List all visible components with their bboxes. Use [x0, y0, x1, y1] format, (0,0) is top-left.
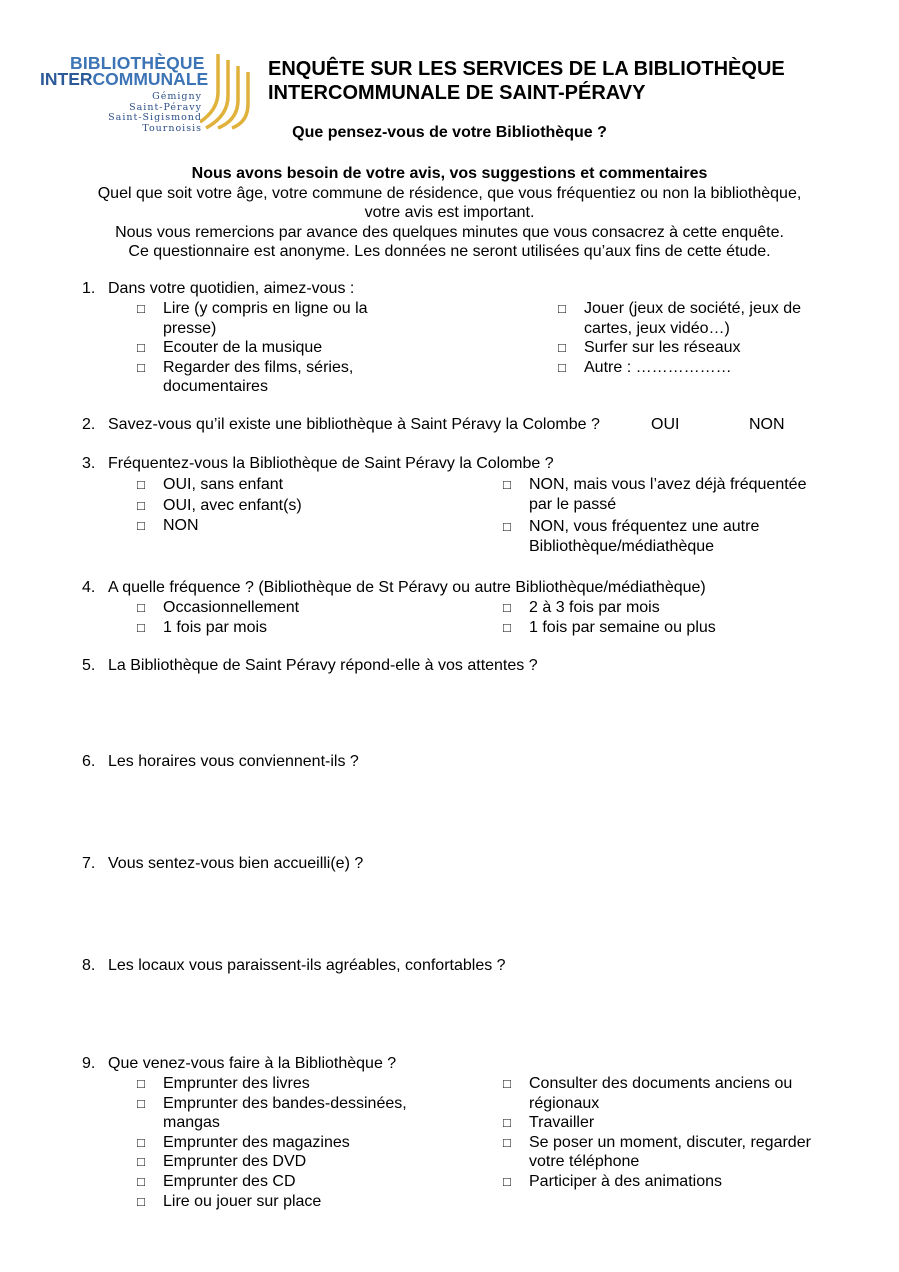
option-label: Participer à des animations — [529, 1172, 722, 1190]
question-number: 6. — [82, 753, 96, 770]
question-text: Que venez-vous faire à la Bibliothèque ? — [108, 1055, 397, 1072]
checkbox-icon[interactable]: □ — [137, 518, 145, 534]
checkbox-option[interactable] — [503, 1172, 827, 1192]
title-line: ENQUÊTE SUR LES SERVICES DE LA BIBLIOTHÈQUE — [268, 58, 785, 80]
logo-line2 — [40, 70, 208, 90]
checkbox-icon[interactable]: □ — [503, 1134, 511, 1150]
question-number: 2. — [82, 416, 96, 433]
checkbox-option[interactable] — [137, 1192, 425, 1212]
option-label: Lire (y compris en ligne ou la presse) — [163, 300, 368, 337]
option-label: Emprunter des DVD — [163, 1153, 307, 1171]
checkbox-option[interactable] — [503, 517, 823, 556]
checkbox-icon[interactable]: □ — [137, 477, 145, 492]
checkbox-option[interactable] — [137, 1152, 425, 1172]
checkbox-option[interactable] — [137, 1074, 425, 1094]
checkbox-icon[interactable]: □ — [137, 1095, 145, 1111]
checkbox-option[interactable] — [137, 1094, 425, 1133]
checkbox-icon[interactable]: □ — [137, 1134, 145, 1150]
checkbox-icon[interactable]: □ — [137, 1193, 145, 1209]
checkbox-icon[interactable]: □ — [503, 1173, 511, 1189]
logo-commune: Tournoisis — [142, 122, 202, 134]
checkbox-option[interactable] — [137, 496, 302, 516]
question-text: Fréquentez-vous la Bibliothèque de Saint Péravy la Colombe ? — [108, 455, 554, 472]
checkbox-icon[interactable]: □ — [137, 301, 145, 316]
checkbox-icon[interactable]: □ — [503, 519, 511, 535]
option-label: 2 à 3 fois par mois — [529, 599, 660, 616]
question-number: 1. — [82, 280, 96, 297]
option-label: OUI, sans enfant — [163, 476, 284, 493]
checkbox-icon[interactable]: □ — [558, 301, 566, 316]
checkbox-option[interactable] — [137, 1172, 425, 1192]
checkbox-option[interactable] — [137, 598, 299, 618]
answer-non[interactable]: NON — [749, 416, 785, 433]
checkbox-icon[interactable]: □ — [137, 1154, 145, 1170]
option-label: Emprunter des livres — [163, 1075, 310, 1092]
intro — [0, 164, 899, 262]
option-label: 1 fois par mois — [163, 618, 268, 636]
library-logo — [40, 52, 260, 134]
option-label: 1 fois par semaine ou plus — [529, 618, 716, 636]
q1-options-left — [137, 299, 391, 397]
question-text: La Bibliothèque de Saint Péravy répond-elle à vos attentes ? — [108, 657, 538, 674]
checkbox-option[interactable] — [137, 516, 302, 536]
option-label: Lire ou jouer sur place — [163, 1192, 322, 1210]
checkbox-option[interactable] — [503, 598, 716, 618]
option-label: Emprunter des magazines — [163, 1133, 350, 1151]
logo-line1: BIBLIOTHÈQUE — [70, 53, 205, 73]
intro-heading: Nous avons besoin de votre avis, vos suggestions et commentaires — [191, 165, 708, 182]
q4-options-right — [503, 598, 716, 637]
checkbox-icon[interactable]: □ — [503, 477, 511, 492]
intro-line: Nous vous remercions par avance des quelques minutes que vous consacrez à cette enquête. — [115, 223, 784, 241]
option-label: Jouer (jeux de société, jeux de cartes, jeux vidéo…) — [584, 300, 802, 337]
intro-line: Quel que soit votre âge, votre commune de résidence, que vous fréquentiez ou non la bibliothèque, — [97, 184, 802, 202]
checkbox-option[interactable] — [503, 1113, 827, 1133]
option-label: NON, mais vous l’avez déjà fréquentée par le passé — [529, 476, 807, 513]
question-text: Dans votre quotidien, aimez-vous : — [108, 280, 355, 297]
option-label: Consulter des documents anciens ou régionaux — [529, 1075, 793, 1112]
question-text: Les locaux vous paraissent-ils agréables, confortables ? — [108, 957, 506, 974]
option-label: Regarder des films, séries, documentaires — [163, 358, 354, 396]
option-label: Occasionnellement — [163, 599, 300, 616]
answer-oui[interactable]: OUI — [651, 416, 680, 433]
checkbox-option[interactable] — [137, 299, 391, 338]
option-label: Travailler — [529, 1114, 595, 1132]
option-label: Emprunter des CD — [163, 1172, 296, 1190]
option-label: Autre : ……………… — [584, 358, 732, 376]
checkbox-option[interactable] — [137, 338, 391, 358]
checkbox-icon[interactable]: □ — [503, 619, 511, 635]
intro-line: votre avis est important. — [364, 204, 535, 222]
logo-line2b: COMMUNALE — [92, 69, 209, 89]
question-text: Savez-vous qu’il existe une bibliothèque à Saint Péravy la Colombe ? — [108, 416, 600, 433]
logo-commune: Saint-Péravy — [129, 101, 202, 113]
q3-options-left — [137, 475, 302, 536]
checkbox-icon[interactable]: □ — [503, 600, 511, 615]
subtitle: Que pensez-vous de votre Bibliothèque ? — [292, 124, 607, 141]
checkbox-option[interactable] — [503, 475, 823, 514]
logo-book-arcs-icon — [200, 52, 260, 130]
checkbox-icon[interactable]: □ — [503, 1115, 511, 1131]
q1-options-right — [558, 299, 820, 377]
checkbox-option[interactable] — [558, 299, 820, 338]
question-number: 4. — [82, 579, 96, 596]
option-label: Emprunter des bandes-dessinées, mangas — [163, 1094, 407, 1132]
question-number: 3. — [82, 455, 96, 472]
checkbox-icon[interactable]: □ — [137, 359, 145, 375]
question-text: Les horaires vous conviennent-ils ? — [108, 753, 359, 770]
question-number: 5. — [82, 657, 96, 674]
checkbox-icon[interactable]: □ — [137, 497, 145, 513]
option-label: Surfer sur les réseaux — [584, 339, 741, 357]
checkbox-icon[interactable]: □ — [137, 340, 145, 356]
question-text: Vous sentez-vous bien accueilli(e) ? — [108, 855, 364, 872]
checkbox-icon[interactable]: □ — [137, 619, 145, 635]
question-text: A quelle fréquence ? (Bibliothèque de St Péravy ou autre Bibliothèque/médiathèque) — [108, 579, 706, 596]
option-label: NON — [163, 517, 199, 535]
q3-options-right — [503, 475, 823, 556]
document-title — [268, 57, 785, 105]
checkbox-option[interactable] — [137, 1133, 425, 1153]
question-number: 8. — [82, 957, 96, 974]
logo-commune: Saint-Sigismond — [108, 112, 202, 123]
logo-line2a: INTER — [40, 69, 93, 89]
option-label: Se poser un moment, discuter, regarder votre téléphone — [529, 1133, 811, 1171]
checkbox-option[interactable] — [558, 358, 820, 378]
option-label: Ecouter de la musique — [163, 339, 323, 357]
checkbox-icon[interactable]: □ — [503, 1076, 511, 1091]
question-number: 9. — [82, 1055, 96, 1072]
checkbox-icon[interactable]: □ — [558, 359, 566, 375]
checkbox-option[interactable] — [558, 338, 820, 358]
question-number: 7. — [82, 855, 96, 872]
checkbox-icon[interactable]: □ — [558, 340, 566, 356]
checkbox-icon[interactable]: □ — [137, 600, 145, 615]
checkbox-option[interactable] — [503, 1133, 827, 1172]
q9-options-right — [503, 1074, 827, 1192]
checkbox-option[interactable] — [137, 475, 302, 495]
option-label: OUI, avec enfant(s) — [163, 496, 302, 514]
option-label: NON, vous fréquentez une autre Bibliothèque/médiathèque — [529, 518, 760, 555]
checkbox-option[interactable] — [503, 618, 716, 638]
checkbox-option[interactable] — [137, 618, 299, 638]
q9-options-left — [137, 1074, 425, 1211]
title-line: INTERCOMMUNALE DE SAINT-PÉRAVY — [268, 82, 646, 104]
checkbox-option[interactable] — [503, 1074, 827, 1113]
checkbox-option[interactable] — [137, 358, 391, 397]
checkbox-icon[interactable]: □ — [137, 1076, 145, 1091]
q4-options-left — [137, 598, 299, 637]
intro-line: Ce questionnaire est anonyme. Les données ne seront utilisées qu’aux fins de cette étude. — [128, 243, 771, 261]
logo-commune: Gémigny — [152, 91, 202, 102]
checkbox-icon[interactable]: □ — [137, 1173, 145, 1189]
